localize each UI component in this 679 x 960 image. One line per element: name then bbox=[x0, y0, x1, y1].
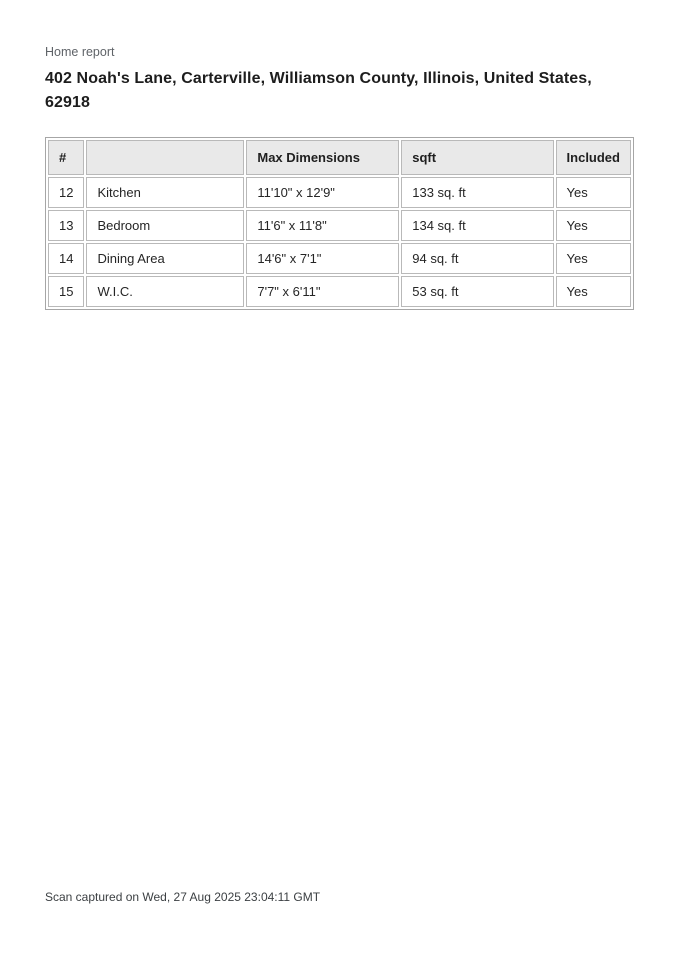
cell-included: Yes bbox=[556, 177, 631, 208]
column-header-number: # bbox=[48, 140, 84, 175]
cell-sqft: 94 sq. ft bbox=[401, 243, 553, 274]
cell-room-name: Kitchen bbox=[86, 177, 244, 208]
report-page bbox=[0, 0, 679, 310]
table-row bbox=[48, 177, 631, 208]
cell-sqft: 134 sq. ft bbox=[401, 210, 553, 241]
table-row bbox=[48, 243, 631, 274]
report-type-label: Home report bbox=[45, 45, 115, 59]
cell-included: Yes bbox=[556, 243, 631, 274]
cell-dimensions: 7'7" x 6'11" bbox=[246, 276, 399, 307]
cell-sqft: 133 sq. ft bbox=[401, 177, 553, 208]
cell-dimensions: 14'6" x 7'1" bbox=[246, 243, 399, 274]
cell-number: 15 bbox=[48, 276, 84, 307]
table-row bbox=[48, 210, 631, 241]
column-header-included: Included bbox=[556, 140, 631, 175]
column-header-sqft: sqft bbox=[401, 140, 553, 175]
rooms-table bbox=[45, 137, 634, 310]
cell-number: 12 bbox=[48, 177, 84, 208]
cell-included: Yes bbox=[556, 210, 631, 241]
column-header-dimensions: Max Dimensions bbox=[246, 140, 399, 175]
cell-dimensions: 11'6" x 11'8" bbox=[246, 210, 399, 241]
cell-number: 13 bbox=[48, 210, 84, 241]
cell-number: 14 bbox=[48, 243, 84, 274]
column-header-room bbox=[86, 140, 244, 175]
page-title: 402 Noah's Lane, Carterville, Williamson County, Illinois, United States, 62918 bbox=[45, 70, 592, 111]
cell-room-name: Bedroom bbox=[86, 210, 244, 241]
cell-sqft: 53 sq. ft bbox=[401, 276, 553, 307]
cell-dimensions: 11'10" x 12'9" bbox=[246, 177, 399, 208]
cell-room-name: W.I.C. bbox=[86, 276, 244, 307]
table-row bbox=[48, 276, 631, 307]
cell-included: Yes bbox=[556, 276, 631, 307]
scan-timestamp: Scan captured on Wed, 27 Aug 2025 23:04:11 GMT bbox=[45, 890, 321, 904]
cell-room-name: Dining Area bbox=[86, 243, 244, 274]
table-header-row bbox=[48, 140, 631, 175]
